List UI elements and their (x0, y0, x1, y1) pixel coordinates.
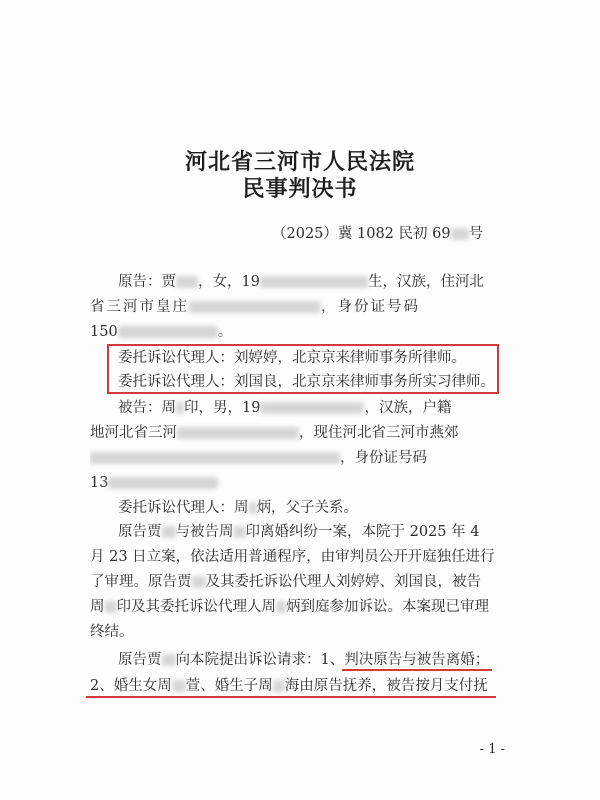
defendant-line-4: 13 (90, 473, 500, 493)
body-p1-line-2: 月 23 日立案，依法适用普通程序，由审判员公开开庭独任进行 (90, 549, 495, 565)
redaction (176, 276, 198, 288)
highlight-underline (86, 696, 496, 698)
plaintiff-line-1: 原告：贾 ，女，19 生，汉族，住河北 (118, 274, 484, 290)
highlight-underline (342, 669, 492, 671)
redaction (176, 402, 184, 414)
redaction (172, 680, 186, 692)
page-number: - 1 - (479, 742, 505, 757)
plaintiff-agent-2: 委托诉讼代理人：刘国良，北京京来律师事务所实习律师。 (118, 374, 495, 390)
defendant-line-1: 被告：周 印，男，19 ，汉族，户籍 (118, 400, 452, 416)
redaction (118, 326, 218, 338)
redaction (105, 601, 117, 613)
redaction (234, 526, 246, 538)
redaction (162, 654, 176, 666)
plaintiff-line-3: 150 。 (90, 324, 233, 340)
redaction (162, 526, 176, 538)
redaction (260, 402, 364, 414)
body-p1-line-1: 原告贾 与被告周 印离婚纠纷一案，本院于 2025 年 4 (118, 524, 480, 540)
body-p1-line-3: 了审理。原告贾 及其委托诉讼代理人刘婷婷、刘国良，被告 (90, 574, 481, 590)
body-p1-line-4: 周 印及其委托诉讼代理人周 炳到庭参加诉讼。本案现已审理 (90, 599, 489, 615)
body-p1-line-5: 终结。 (90, 624, 134, 640)
redaction (276, 601, 286, 613)
defendant-line-2: 地河北省三河 ，现住河北省三河市燕郊 (90, 425, 459, 441)
body-p2-line-1: 原告贾 向本院提出诉讼请求：1、判决原告与被告离婚； (118, 652, 490, 668)
redaction (90, 452, 340, 464)
redaction (108, 477, 218, 489)
redaction (451, 228, 469, 240)
redaction (192, 576, 206, 588)
plaintiff-line-2: 省三河市皇庄 ，身份证号码 (90, 299, 420, 315)
case-number: （2025）冀 1082 民初 69 号 (272, 226, 484, 242)
redaction (260, 276, 368, 288)
defendant-line-3: ，身份证号码 (90, 448, 500, 468)
redaction (249, 502, 257, 514)
redaction (273, 680, 285, 692)
redaction (177, 427, 299, 439)
body-p2-line-2: 2、婚生女周 萱、婚生子周 海由原告抚养，被告按月支付抚 (90, 678, 488, 694)
plaintiff-agent-1: 委托诉讼代理人：刘婷婷，北京京来律师事务所律师。 (118, 350, 466, 366)
court-name: 河北省三河市人民法院 (184, 149, 415, 175)
defendant-agent: 委托诉讼代理人：周 炳，父子关系。 (118, 500, 358, 516)
redaction (189, 301, 321, 313)
document-type: 民事判决书 (242, 176, 358, 202)
